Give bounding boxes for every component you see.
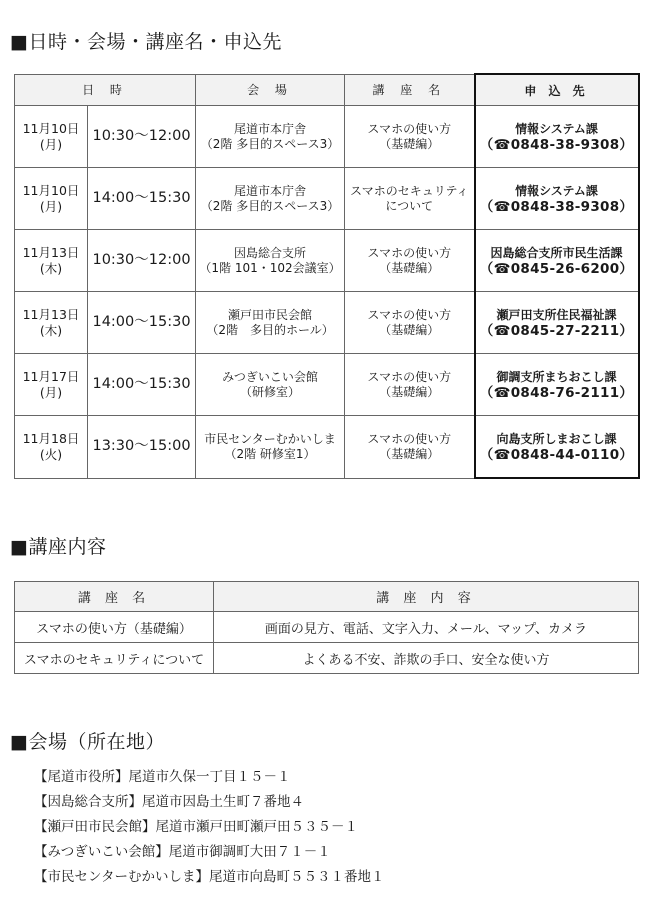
venue-room: （2階 多目的スペース3）	[200, 198, 340, 213]
apply-phone: （☎0845-26-6200）	[479, 260, 634, 277]
apply-dept: 向島支所しまおこし課	[496, 431, 617, 446]
table-row	[15, 230, 639, 292]
venue-name: 瀬戸田市民会館	[228, 307, 313, 322]
table-row	[15, 612, 639, 643]
course-cell	[345, 106, 475, 168]
venue-cell	[196, 230, 345, 292]
list-item: 【因島総合支所】尾道市因島土生町７番地４	[34, 794, 304, 810]
date-weekday: (火)	[39, 446, 63, 462]
date-weekday: (月)	[39, 198, 63, 214]
apply-phone: （☎0848-44-0110）	[479, 446, 634, 463]
header-apply: 申 込 先	[475, 74, 639, 106]
table-row	[15, 292, 639, 354]
course-sub: （基礎編）	[379, 384, 440, 399]
content-table	[14, 581, 639, 674]
list-item: 【尾道市役所】尾道市久保一丁目１５－１	[34, 769, 291, 785]
apply-phone: （☎0848-38-9308）	[479, 136, 634, 153]
date-cell	[15, 292, 88, 354]
venue-cell	[196, 292, 345, 354]
course-sub: （基礎編）	[379, 136, 440, 151]
header-datetime: 日 時	[15, 74, 196, 106]
venue-room: （研修室）	[240, 384, 301, 399]
time-cell: 14:00～15:30	[88, 292, 196, 354]
course-detail-cell: 画面の見方、電話、文字入力、メール、マップ、カメラ	[214, 612, 639, 643]
date-cell	[15, 168, 88, 230]
list-item: 【市民センターむかいしま】尾道市向島町５５３１番地１	[34, 869, 385, 885]
venue-room: （1階 101・102会議室）	[199, 260, 341, 275]
course-sub: （基礎編）	[379, 322, 440, 337]
date-month-day: 11月10日	[22, 120, 80, 136]
venue-list	[34, 765, 384, 890]
schedule-heading: ■日時・会場・講座名・申込先	[10, 31, 282, 53]
list-item: 【瀬戸田市民会館】尾道市瀬戸田町瀬戸田５３５－１	[34, 819, 358, 835]
venue-room: （2階 多目的スペース3）	[200, 136, 340, 151]
venue-room: （2階 研修室1）	[224, 446, 316, 461]
course-name: スマホのセキュリティ	[349, 183, 469, 198]
apply-dept: 因島総合支所市民生活課	[490, 245, 623, 260]
date-month-day: 11月13日	[22, 244, 80, 260]
course-cell	[345, 416, 475, 479]
date-weekday: (木)	[39, 260, 63, 276]
schedule-table	[14, 73, 640, 479]
apply-cell	[475, 230, 639, 292]
date-month-day: 11月10日	[22, 182, 80, 198]
header-course-name: 講 座 名	[15, 582, 214, 612]
header-course: 講 座 名	[345, 74, 475, 106]
date-month-day: 11月13日	[22, 306, 80, 322]
content-heading: ■講座内容	[10, 536, 107, 558]
apply-phone: （☎0848-38-9308）	[479, 198, 634, 215]
course-cell	[345, 292, 475, 354]
table-row	[15, 168, 639, 230]
venue-name: 因島総合支所	[234, 245, 307, 260]
venue-heading: ■会場（所在地）	[10, 731, 165, 753]
course-cell	[345, 354, 475, 416]
course-cell	[345, 230, 475, 292]
course-name: スマホの使い方	[367, 431, 452, 446]
schedule-header-row	[15, 74, 639, 106]
date-cell	[15, 230, 88, 292]
date-month-day: 11月17日	[22, 368, 80, 384]
table-row	[15, 106, 639, 168]
apply-dept: 情報システム課	[515, 183, 598, 198]
course-name: スマホの使い方	[367, 307, 452, 322]
venue-cell	[196, 168, 345, 230]
apply-phone: （☎0845-27-2211）	[479, 322, 634, 339]
course-cell	[345, 168, 475, 230]
venue-name: 市民センターむかいしま	[204, 431, 336, 446]
apply-dept: 情報システム課	[515, 121, 598, 136]
course-name-cell: スマホの使い方（基礎編）	[15, 612, 214, 643]
venue-cell	[196, 106, 345, 168]
date-weekday: (月)	[39, 384, 63, 400]
venue-cell	[196, 416, 345, 479]
apply-cell	[475, 292, 639, 354]
table-row	[15, 643, 639, 674]
date-month-day: 11月18日	[22, 430, 80, 446]
time-cell: 13:30～15:00	[88, 416, 196, 479]
time-cell: 14:00～15:30	[88, 354, 196, 416]
apply-cell	[475, 354, 639, 416]
content-header-row	[15, 582, 639, 612]
time-cell: 10:30～12:00	[88, 230, 196, 292]
apply-dept: 瀬戸田支所住民福祉課	[496, 307, 617, 322]
course-sub: について	[385, 198, 434, 213]
list-item: 【みつぎいこい会館】尾道市御調町大田７１－１	[34, 844, 331, 860]
venue-name: 尾道市本庁舎	[234, 121, 307, 136]
course-detail-cell: よくある不安、詐欺の手口、安全な使い方	[214, 643, 639, 674]
date-cell	[15, 354, 88, 416]
date-cell	[15, 106, 88, 168]
apply-cell	[475, 416, 639, 479]
time-cell: 14:00～15:30	[88, 168, 196, 230]
course-name-cell: スマホのセキュリティについて	[15, 643, 214, 674]
venue-name: 尾道市本庁舎	[234, 183, 307, 198]
apply-cell	[475, 168, 639, 230]
course-name: スマホの使い方	[367, 121, 452, 136]
date-weekday: (木)	[39, 322, 63, 338]
header-venue: 会 場	[196, 74, 345, 106]
venue-name: みつぎいこい会館	[222, 369, 318, 384]
apply-dept: 御調支所まちおこし課	[496, 369, 617, 384]
table-row	[15, 416, 639, 479]
course-name: スマホの使い方	[367, 245, 452, 260]
course-name: スマホの使い方	[367, 369, 452, 384]
course-sub: （基礎編）	[379, 260, 440, 275]
apply-cell	[475, 106, 639, 168]
header-course-detail: 講 座 内 容	[214, 582, 639, 612]
course-sub: （基礎編）	[379, 446, 440, 461]
apply-phone: （☎0848-76-2111）	[479, 384, 634, 401]
venue-cell	[196, 354, 345, 416]
date-weekday: (月)	[39, 136, 63, 152]
table-row	[15, 354, 639, 416]
venue-room: （2階 多目的ホール）	[206, 322, 334, 337]
time-cell: 10:30～12:00	[88, 106, 196, 168]
date-cell	[15, 416, 88, 479]
